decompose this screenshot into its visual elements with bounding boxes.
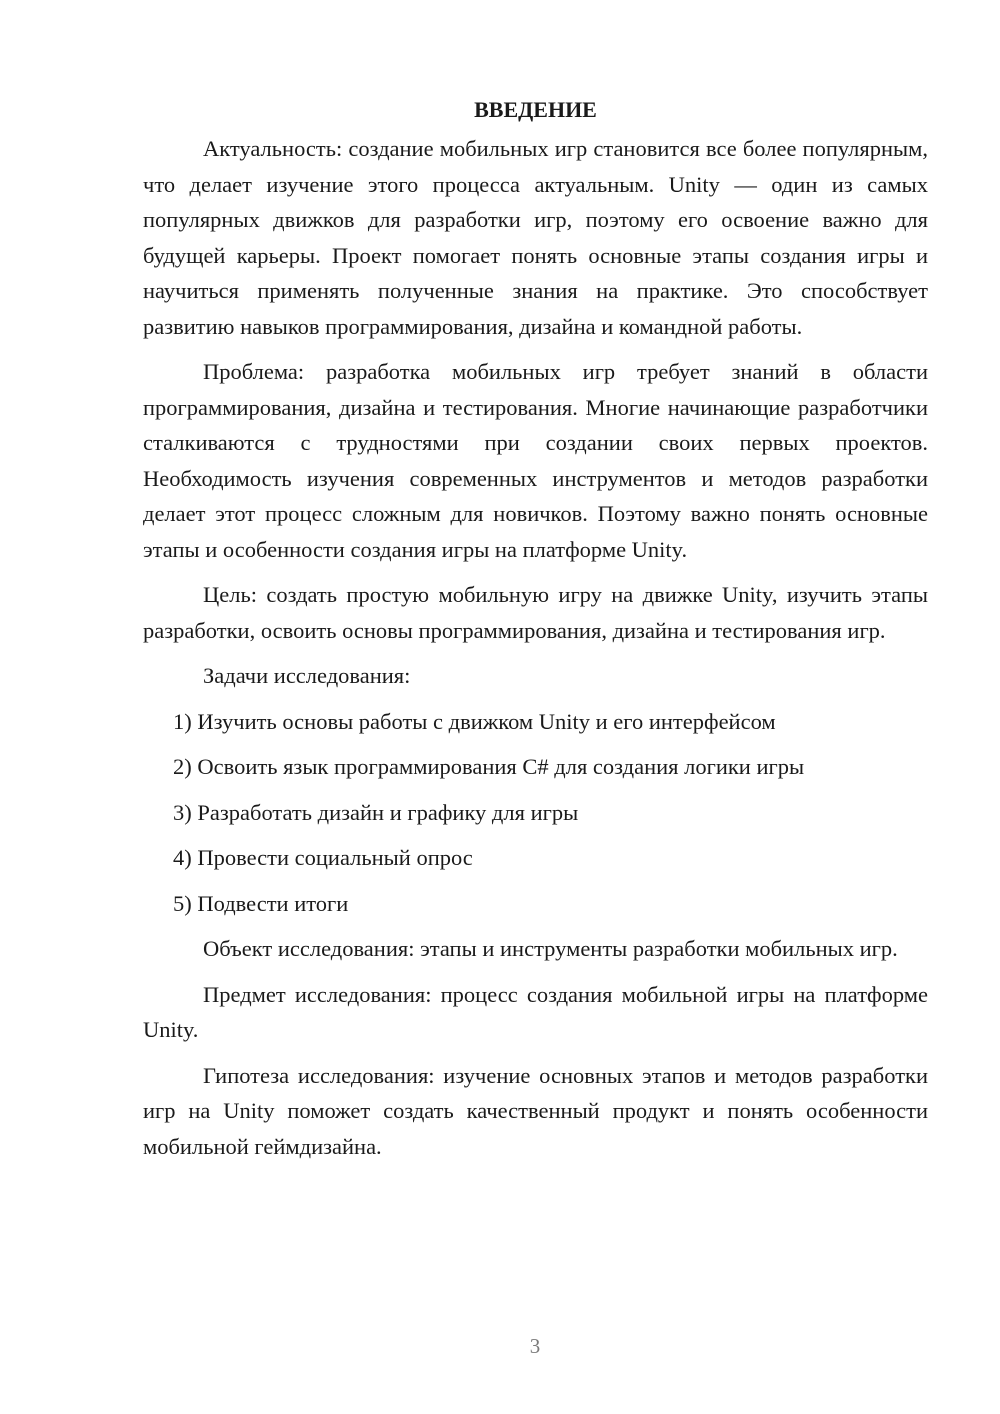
goal-paragraph: Цель: создать простую мобильную игру на движке Unity, изучить этапы разработки, освоить основы программирования, дизайна и тестирования игр.	[143, 582, 928, 643]
subject-paragraph: Предмет исследования: процесс создания мобильной игры на платформе Unity.	[143, 981, 928, 1042]
page-number: 3	[529, 1334, 541, 1358]
list-item: 4) Провести социальный опрос	[173, 845, 473, 870]
list-item: 1) Изучить основы работы с движком Unity и его интерфейсом	[173, 708, 776, 734]
document-page	[143, 92, 928, 1174]
list-item: 5) Подвести итоги	[173, 890, 349, 916]
page-title: ВВЕДЕНИЕ	[474, 97, 597, 122]
tasks-list	[143, 704, 928, 922]
tasks-label: Задачи исследования:	[203, 663, 411, 688]
hypothesis-paragraph: Гипотеза исследования: изучение основных этапов и методов разработки игр на Unity поможет создать качественный продукт и понять особенности мобильной геймдизайна.	[143, 1062, 928, 1159]
list-item: 3) Разработать дизайн и графику для игры	[173, 799, 579, 825]
list-item: 2) Освоить язык программирования C# для создания логики игры	[173, 754, 805, 779]
object-paragraph: Объект исследования: этапы и инструменты разработки мобильных игр.	[203, 936, 898, 961]
relevance-paragraph: Актуальность: создание мобильных игр становится все более популярным, что делает изучение этого процесса актуальным. Unity — один из самых популярных движков для разработки игр, поэтому его освоение важно для будущей карьеры. Проект помогает понять основные этапы создания игры и научиться применять полученные знания на практике. Это способствует развитию навыков программирования, дизайна и командной работы.	[143, 136, 928, 339]
problem-paragraph: Проблема: разработка мобильных игр требует знаний в области программирования, дизайна и тестирования. Многие начинающие разработчики сталкиваются с трудностями при создании своих первых проектов. Необходимость изучения современных инструментов и методов разработки делает этот процесс сложным для новичков. Поэтому важно понять основные этапы и особенности создания игры на платформе Unity.	[143, 359, 928, 562]
